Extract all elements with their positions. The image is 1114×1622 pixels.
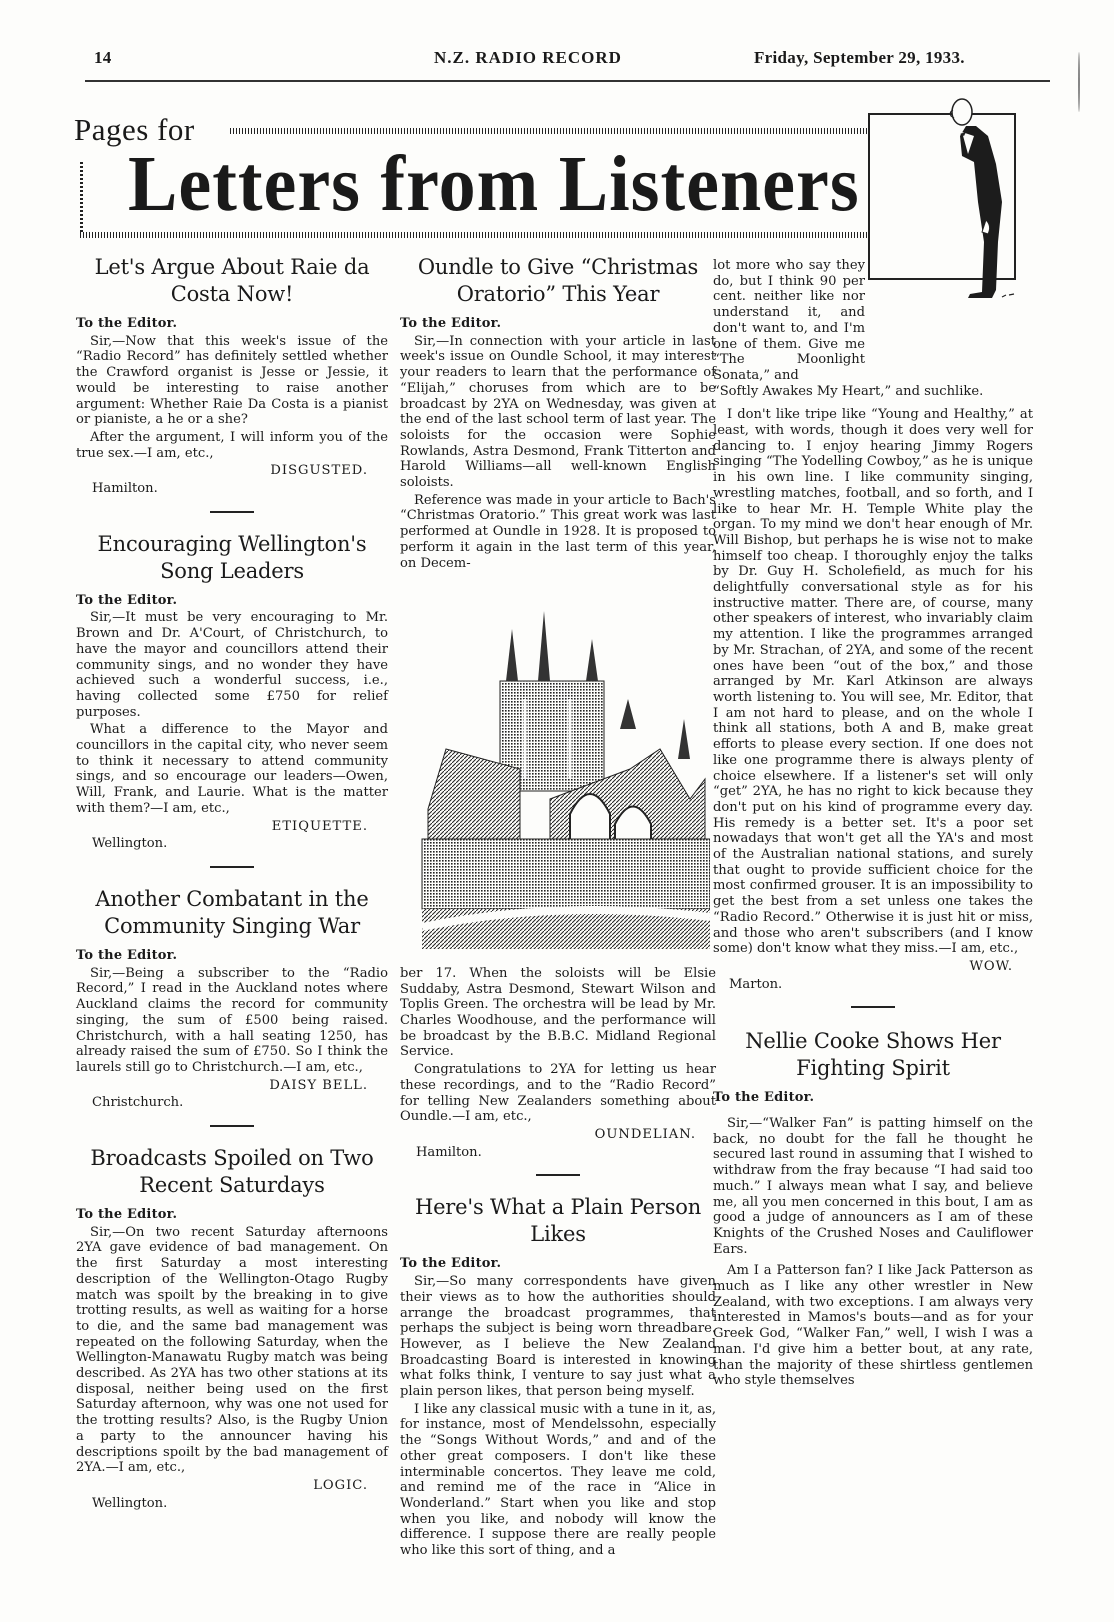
letter-headline: Another Combatant in the Community Singing War [95,886,369,938]
header-rule [85,80,1050,82]
letter-paragraph: Sir,—It must be very encouraging to Mr. Brown and Dr. A'Court, of Christchurch, to have the mayor and councillors attend their community sings, and no wonder they have achieved such a wonderful success, i.e., having collected some £750 for relief purposes. [76,610,388,720]
cathedral-illustration [400,599,710,949]
salutation: To the Editor. [76,316,178,331]
page-number: 14 [94,48,112,67]
letter-paragraph: Sir,—So many correspondents have given their views as to how the authorities should arrange the broadcast programmes, that perhaps the subject is being worn threadbare. However, as I believe the New Zealand Broadcasting Board is interested in knowing what folks think, I venture to say just what a plain person likes, that person being myself. [400,1274,716,1400]
letter [76,1145,388,1511]
letter-signature: LOGIC. [313,1477,368,1493]
masthead-kicker: Pages for [74,112,195,147]
letter-place: Wellington. [92,1495,168,1511]
letter-signature: DAISY BELL. [269,1077,368,1093]
section-divider [210,511,254,513]
salutation: To the Editor. [400,1256,502,1272]
section-divider [210,866,254,868]
letter-paragraph: Congratulations to 2YA for letting us hear these recordings, and to the “Radio Record” for telling New Zealanders something about Oundle.—I am, etc., [400,1062,716,1125]
letter [76,886,388,1111]
letter-continued [713,258,1033,992]
letter-paragraph: lot more who say they do, but I think 90 per cent. neither like nor understand it, and don't want to, and I'm one of them. Give me “The Moonlight Sonata,” and [713,258,865,383]
salutation: To the Editor. [76,1207,178,1223]
letter-place: Christchurch. [92,1095,184,1111]
letter-paragraph: Sir,—Now that this week's issue of the “Radio Record” has definitely settled whether the Crawford organist is Jesse or Jessie, it would be interesting to raise another argument: Whether Raie Da Costa is a pianist or pianiste, a he or a she? [76,333,388,428]
letter-headline: Let's Argue About Raie da Costa Now! [94,255,370,306]
letter-paragraph: Reference was made in your article to Bach's “Christmas Oratorio.” This great work was last performed at Oundle in 1928. It is proposed to perform it again in the last term of this year, on Decem- [400,492,716,571]
page-header [82,44,1044,70]
letter-paragraph: After the argument, I will inform you of the true sex.—I am, etc., [76,429,388,461]
letter-signature: WOW. [969,958,1013,974]
section-divider [536,1174,580,1176]
letter [400,254,716,1160]
issue-date: Friday, September 29, 1933. [754,48,965,67]
decorative-rule [80,232,870,238]
margin-mark [1078,52,1080,112]
letter-paragraph: Sir,—Being a subscriber to the “Radio Record,” I read in the Auckland notes where Auckland claims the record for community singing, the sum of £500 being raised. Christchurch, with a hall seating 1250, has already raised the sum of £750. So I think the laurels still go to Christchurch.—I am, etc., [76,965,388,1075]
letter-paragraph: Sir,—In connection with your article in last week's issue on Oundle School, it may interest your readers to learn that the performance of “Elijah,” choruses from which are to be broadcast by 2YA on Wednesday, was given at the end of the last school term of last year. The soloists for the occasion were Sophie Rowlands, Astra Desmond, Frank Titterton and Harold Williams—all well-known English soloists. [400,333,716,491]
page-title: Letters from Listeners [128,139,860,229]
letter [76,531,388,852]
column-1 [76,254,388,1511]
letter-paragraph: Am I a Patterson fan? I like Jack Patterson as much as I like any other wrestler in New Zealand, with two exceptions. I am always very interested in Mamos's bouts—and as for your Greek God, “Walker Fan,” well, I wish I was a man. I'd give him a better bout, at any rate, than the majority of these shirtless gentlemen who style themselves [713,1263,1033,1389]
letter-headline: Oundle to Give “Christmas Oratorio” This Year [417,255,699,306]
letter-place: Hamilton. [416,1144,482,1160]
salutation: To the Editor. [76,592,178,608]
letter-headline: Nellie Cooke Shows Her Fighting Spirit [745,1029,1001,1081]
salutation: To the Editor. [76,947,178,963]
section-divider [851,1006,895,1008]
letter-place: Hamilton. [92,481,158,497]
salutation: To the Editor. [713,1090,815,1106]
letter-paragraph: “Softly Awakes My Heart,” and suchlike. [713,383,984,399]
letter [400,1194,716,1558]
letter-paragraph: ber 17. When the soloists will be Elsie Suddaby, Astra Desmond, Stewart Wilson and Toplis Green. The orchestra will be lead by Mr. Charles Woodhouse, and the performance will be broadcast by the B.B.C. Midland Regional Service. [400,965,716,1060]
letter-place: Marton. [729,976,783,992]
section-divider [210,1125,254,1127]
column-2 [400,254,716,1561]
letter-headline: Here's What a Plain Person Likes [414,1195,702,1247]
decorative-rule [230,128,870,134]
letter-place: Wellington. [92,836,168,852]
letter-headline: Broadcasts Spoiled on Two Recent Saturdays [90,1146,374,1198]
letter [76,254,388,497]
letter-paragraph: What a difference to the Mayor and councillors in the capital city, who never seem to think it necessary to attend community sings, and so encourage our leaders—Owen, Will, Frank, and Laurie. What is the matter with them?—I am, etc., [76,722,388,816]
letter-paragraph: Sir,—“Walker Fan” is patting himself on the back, no doubt for the fall he thought he secured last round in assuming that I wished to withdraw from the fray because “I had said too much.” I always mean what I say, and believe me, all you men concerned in this bout, I am as good a judge of announcers as I am of these Knights of the Crushed Noses and Cauliflower Ears. [713,1116,1033,1257]
letter-paragraph: Sir,—On two recent Saturday afternoons 2YA gave evidence of bad management. On the first Saturday a most interesting description of the Wellington-Otago Rugby match was spoilt by the breaking in to give trotting results, as well as waiting for a horse to die, and the same bad management was repeated on the following Saturday, when the Wellington-Manawatu Rugby match was being described. As 2YA has two other stations at its disposal, neither being used on the first Saturday afternoon, why was one not used for the trotting results? Also, is the Rugby Union a party to the announcer having his descriptions spoilt by the bad management of 2YA.—I am, etc., [76,1224,388,1476]
letter-signature: OUNDELIAN. [594,1126,696,1142]
masthead [74,110,874,245]
letter-signature: DISGUSTED. [270,463,368,479]
letter-headline: Encouraging Wellington's Song Leaders [97,531,367,583]
letter [713,1028,1033,1389]
letter-signature: ETIQUETTE. [271,818,368,834]
publication-name: N.Z. RADIO RECORD [434,48,622,67]
column-3 [713,258,1033,1391]
salutation: To the Editor. [400,316,502,331]
letter-paragraph: I don't like tripe like “Young and Healthy,” at least, with words, though it does very well for dancing to. I enjoy hearing Jimmy Rogers singing “The Yodelling Cowboy,” as he is unique in his own line. I like community singing, wrestling matches, football, and so forth, and I like to hear Mr. H. Temple White play the organ. To my mind we don't hear enough of Mr. Will Bishop, but perhaps he is wise not to make himself too cheap. I thoroughly enjoy the talks by Dr. Guy H. Scholefield, as much for his delightfully conversational style as for his instructive matter. There are, of course, many other speakers of interest, who invariably claim my attention. I like the programmes arranged by Mr. Strachan, of 2YA, and some of the recent ones have been “out of the box,” and those arranged by Mr. Karl Atkinson are always worth listening to. You will see, Mr. Editor, that I am not hard to please, and on the whole I think all stations, both A and B, make great efforts to please every section. If one does not like one programme there is always plenty of choice elsewhere. If a listener's set will only “get” 2YA, he has no right to kick because they don't put on his kind of programme every day. His remedy is a better set. It's a poor set nowadays that won't get all the YA's and most of the Australian national stations, and surely that ought to provide sufficient choice for the most confirmed grouser. It is an impossibility to get the best from a set unless one takes the “Radio Record.” Otherwise it is just hit or miss, and those who aren't subscribers (and I know some) don't know what they miss.—I am, etc., [713,407,1033,957]
decorative-rule [80,162,83,234]
letter-paragraph: I like any classical music with a tune in it, as, for instance, most of Mendelssohn, especially the “Songs Without Words,” and and of the other great composers. I don't like these interminable concertos. They leave me cold, and remind me of the race in “Alice in Wonderland.” Start when you like and stop when you like, and nobody will know the difference. I suppose there are really people who like this sort of thing, and a [400,1401,716,1559]
